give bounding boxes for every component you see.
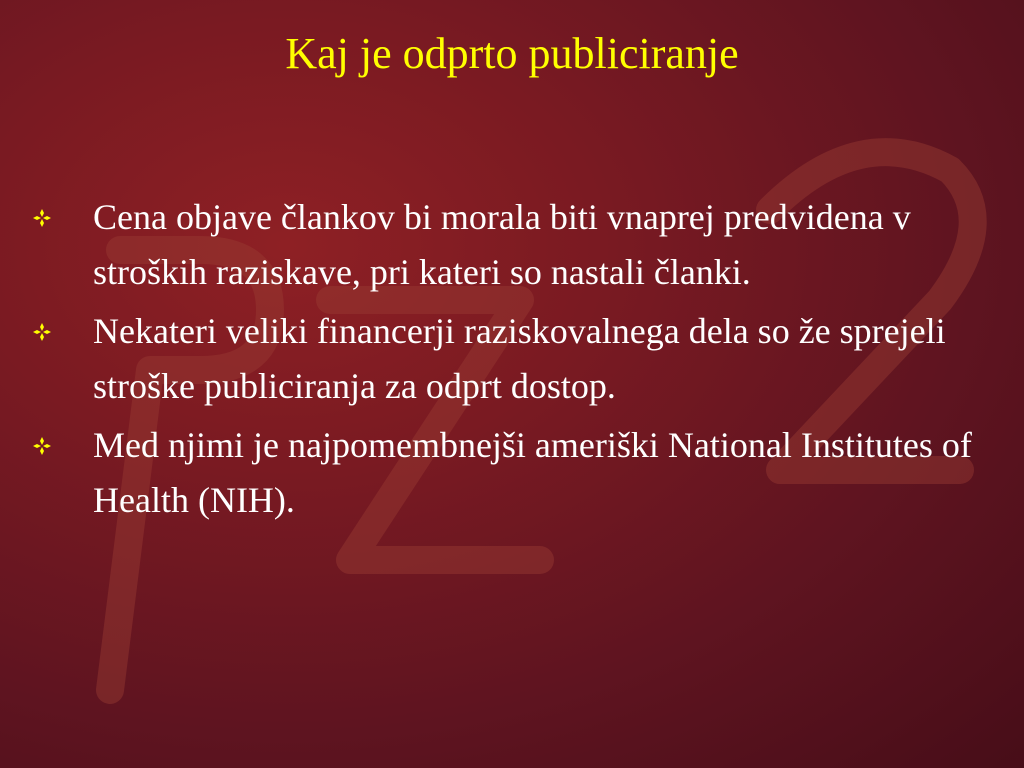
- bullet-list: [0, 190, 1024, 532]
- bullet-item: [0, 190, 1024, 300]
- bullet-item: [0, 418, 1024, 528]
- diamond-bullet-icon: [33, 437, 51, 455]
- slide-title: Kaj je odprto publiciranje: [285, 29, 739, 78]
- bullet-text: Nekateri veliki financerji raziskovalnega dela so že sprejeli stroške publiciranja za odprt dostop.: [93, 311, 946, 406]
- diamond-bullet-icon: [33, 209, 51, 227]
- bullet-text: Cena objave člankov bi morala biti vnaprej predvidena v stroških raziskave, pri kateri so nastali članki.: [93, 197, 911, 292]
- bullet-text: Med njimi je najpomembnejši ameriški National Institutes of Health (NIH).: [93, 425, 972, 520]
- bullet-item: [0, 304, 1024, 414]
- diamond-bullet-icon: [33, 323, 51, 341]
